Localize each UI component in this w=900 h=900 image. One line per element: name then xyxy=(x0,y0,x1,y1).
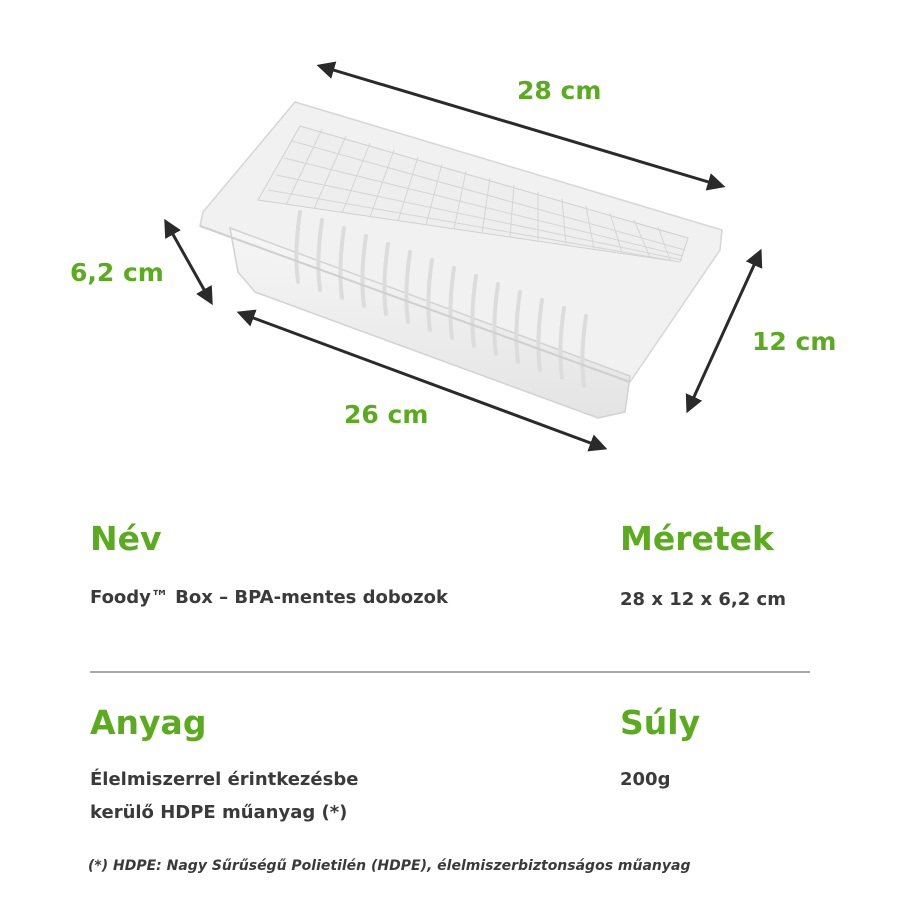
storage-box-image xyxy=(200,102,722,418)
size-heading: Méretek xyxy=(620,519,774,558)
size-value: 28 x 12 x 6,2 cm xyxy=(620,589,786,610)
section-divider xyxy=(90,671,810,673)
top-length-label: 28 cm xyxy=(517,76,602,105)
name-value: Foody™ Box – BPA-mentes dobozok xyxy=(90,587,448,608)
name-heading: Név xyxy=(90,519,162,558)
bottom-length-label: 26 cm xyxy=(344,400,429,429)
width-label: 12 cm xyxy=(752,327,837,356)
material-value-line2: kerülő HDPE műanyag (*) xyxy=(90,802,348,823)
hdpe-footnote: (*) HDPE: Nagy Sűrűségű Polietilén (HDPE), élelmiszerbiztonságos műanyag xyxy=(88,858,691,874)
material-value-line1: Élelmiszerrel érintkezésbe xyxy=(90,769,359,790)
height-label: 6,2 cm xyxy=(70,258,164,287)
weight-heading: Súly xyxy=(620,703,701,742)
weight-value: 200g xyxy=(620,769,671,790)
material-heading: Anyag xyxy=(90,703,207,742)
height-arrow xyxy=(166,222,211,302)
